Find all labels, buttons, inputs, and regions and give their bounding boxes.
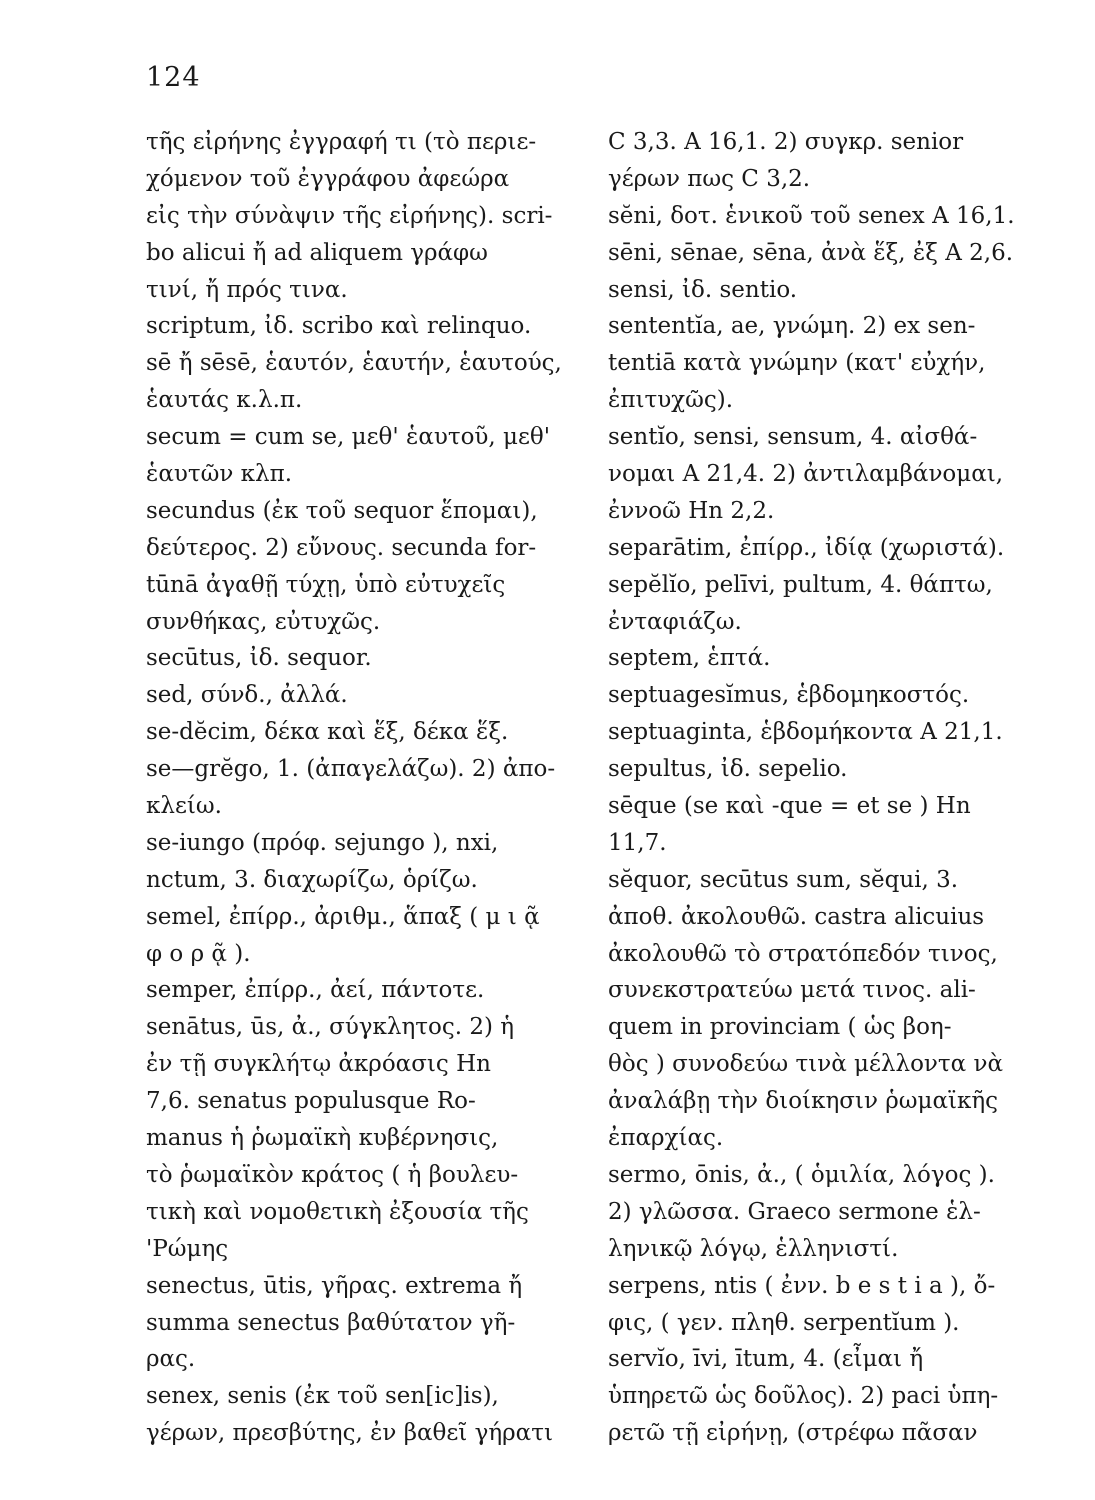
- entry-line: sed, σύνδ., ἀλλά.: [146, 682, 348, 709]
- entry-line: senātus, ūs, ἀ., σύγκλητος. 2) ἡ: [146, 1014, 515, 1041]
- entry-line: ἑαυτάς κ.λ.π.: [146, 387, 303, 414]
- entry-line: ληνικῷ λόγῳ, ἑλληνιστί.: [608, 1235, 899, 1262]
- entry-line: serpens, ntis ( ἐνν. b e s t i a ), ὄ-: [608, 1272, 996, 1299]
- entry-line: se—grĕgo, 1. (ἀπαγελάζω). 2) ἀπο-: [146, 756, 556, 783]
- entry-line: συνεκστρατεύω μετά τινος. ali-: [608, 977, 976, 1004]
- entry-line: quem in provinciam ( ὡς βοη-: [608, 1014, 952, 1041]
- entry-line: secum = cum se, μεθ' ἑαυτοῦ, μεθ': [146, 424, 551, 451]
- entry-line: συνθήκας, εὐτυχῶς.: [146, 608, 381, 635]
- entry-line: sē ἤ sēsē, ἑαυτόν, ἑαυτήν, ἑαυτούς,: [146, 350, 562, 377]
- entry-line: ἐν τῇ συγκλήτῳ ἀκρόασις Hn: [146, 1051, 491, 1078]
- left-column: [146, 124, 566, 1452]
- entry-line: ὑπηρετῶ ὡς δοῦλος). 2) paci ὑπη-: [608, 1383, 999, 1410]
- entry-line: sēni, sēnae, sēna, ἀνὰ ἕξ, ἐξ A 2,6.: [608, 239, 1014, 266]
- entry-line: septem, ἑπτά.: [608, 645, 771, 672]
- entry-line: γέρων πως C 3,2.: [608, 165, 811, 192]
- entry-line: τικὴ καὶ νομοθετικὴ ἐξουσία τῆς: [146, 1198, 529, 1225]
- entry-line: κλείω.: [146, 793, 222, 820]
- entry-line: sĕquor, secūtus sum, sĕqui, 3.: [608, 866, 959, 893]
- entry-line: semel, ἐπίρρ., ἀριθμ., ἅπαξ ( μ ι ᾷ: [146, 903, 540, 930]
- entry-line: C 3,3. A 16,1. 2) συγκρ. senior: [608, 129, 964, 155]
- entry-line: γέρων, πρεσβύτης, ἐν βαθεῖ γήρατι: [146, 1420, 553, 1447]
- entry-line: nctum, 3. διαχωρίζω, ὁρίζω.: [146, 866, 478, 893]
- entry-line: sensi, ἰδ. sentio.: [608, 276, 798, 303]
- entry-line: separātim, ἐπίρρ., ἰδίᾳ (χωριστά).: [608, 534, 1005, 561]
- entry-line: 'Ρώμης: [146, 1235, 229, 1262]
- entry-line: sententĭa, ae, γνώμη. 2) ex sen-: [608, 313, 976, 340]
- entry-line: septuagesĭmus, ἑβδομηκοστός.: [608, 682, 970, 709]
- entry-line: sepĕlĭo, pelīvi, pultum, 4. θάπτω,: [608, 571, 993, 598]
- page-number: 124: [146, 62, 201, 93]
- entry-line: ἐπιτυχῶς).: [608, 387, 734, 414]
- entry-line: τὸ ῥωμαϊκὸν κράτος ( ἡ βουλευ-: [146, 1161, 519, 1188]
- entry-line: ἀναλάβῃ τὴν διοίκησιν ῥωμαϊκῆς: [608, 1088, 999, 1115]
- entry-line: secūtus, ἰδ. sequor.: [146, 645, 372, 672]
- entry-line: secundus (ἐκ τοῦ sequor ἕπομαι),: [146, 497, 538, 524]
- entry-line: manus ἡ ῥωμαϊκὴ κυβέρνησις,: [146, 1125, 499, 1152]
- entry-line: senectus, ūtis, γῆρας. extrema ἤ: [146, 1272, 523, 1299]
- entry-line: 7,6. senatus populusque Ro-: [146, 1088, 476, 1115]
- entry-line: ρας.: [146, 1346, 196, 1373]
- entry-line: septuaginta, ἑβδομήκοντα A 21,1.: [608, 719, 1003, 746]
- entry-line: sentĭo, sensi, sensum, 4. αἰσθά-: [608, 424, 978, 451]
- entry-line: senex, senis (ἐκ τοῦ sen[ic]is),: [146, 1383, 499, 1410]
- right-column: [608, 124, 1036, 1452]
- entry-line: 2) γλῶσσα. Graeco sermone ἑλ-: [608, 1198, 981, 1225]
- entry-line: ἀκολουθῶ τὸ στρατόπεδόν τινος,: [608, 940, 998, 967]
- entry-line: se-dĕcim, δέκα καὶ ἕξ, δέκα ἕξ.: [146, 719, 509, 746]
- entry-line: summa senectus βαθύτατον γῆ-: [146, 1309, 516, 1336]
- entry-line: εἰς τὴν σύνὰψιν τῆς εἰρήνης). scri-: [146, 202, 553, 229]
- entry-line: ἐνταφιάζω.: [608, 608, 742, 635]
- entry-line: bo alicui ἤ ad aliquem γράφω: [146, 239, 488, 266]
- entry-line: scriptum, ἰδ. scribo καὶ relinquo.: [146, 313, 532, 340]
- entry-line: τῆς εἰρήνης ἐγγραφή τι (τὸ περιε-: [146, 129, 537, 155]
- entry-line: ἀποθ. ἀκολουθῶ. castra alicuius: [608, 903, 985, 930]
- entry-line: δεύτερος. 2) εὔνους. secunda for-: [146, 534, 537, 561]
- entry-line: sepultus, ἰδ. sepelio.: [608, 756, 848, 783]
- entry-line: se-iungo (πρόφ. sejungo ), nxi,: [146, 829, 499, 856]
- entry-line: ἐννοῶ Hn 2,2.: [608, 497, 775, 524]
- entry-line: νομαι A 21,4. 2) ἀντιλαμβάνομαι,: [608, 461, 1004, 488]
- entry-line: φ ο ρ ᾷ ).: [146, 940, 251, 967]
- entry-line: ἑαυτῶν κλπ.: [146, 461, 293, 488]
- entry-line: sĕni, δοτ. ἑνικοῦ τοῦ senex A 16,1.: [608, 202, 1015, 229]
- entry-line: semper, ἐπίρρ., ἀεί, πάντοτε.: [146, 977, 485, 1004]
- entry-line: tentiā κατὰ γνώμην (κατ' εὐχήν,: [608, 350, 986, 377]
- entry-line: ρετῶ τῇ εἰρήνῃ, (στρέφω πᾶσαν: [608, 1420, 978, 1447]
- entry-line: χόμενον τοῦ ἐγγράφου ἀφεώρα: [146, 165, 510, 192]
- entry-line: servĭo, īvi, ītum, 4. (εἶμαι ἤ: [608, 1346, 924, 1373]
- entry-line: sēque (se καὶ -que = et se ) Hn: [608, 793, 971, 820]
- entry-line: θὸς ) συνοδεύω τινὰ μέλλοντα νὰ: [608, 1051, 1003, 1078]
- entry-line: φις, ( γεν. πληθ. serpentĭum ).: [608, 1309, 960, 1336]
- entry-line: τινί, ἤ πρός τινα.: [146, 276, 348, 303]
- entry-line: 11,7.: [608, 829, 667, 856]
- entry-line: tūnā ἀγαθῇ τύχῃ, ὑπὸ εὐτυχεῖς: [146, 571, 506, 598]
- entry-line: ἐπαρχίας.: [608, 1125, 724, 1152]
- entry-line: sermo, ōnis, ἀ., ( ὁμιλία, λόγος ).: [608, 1161, 995, 1188]
